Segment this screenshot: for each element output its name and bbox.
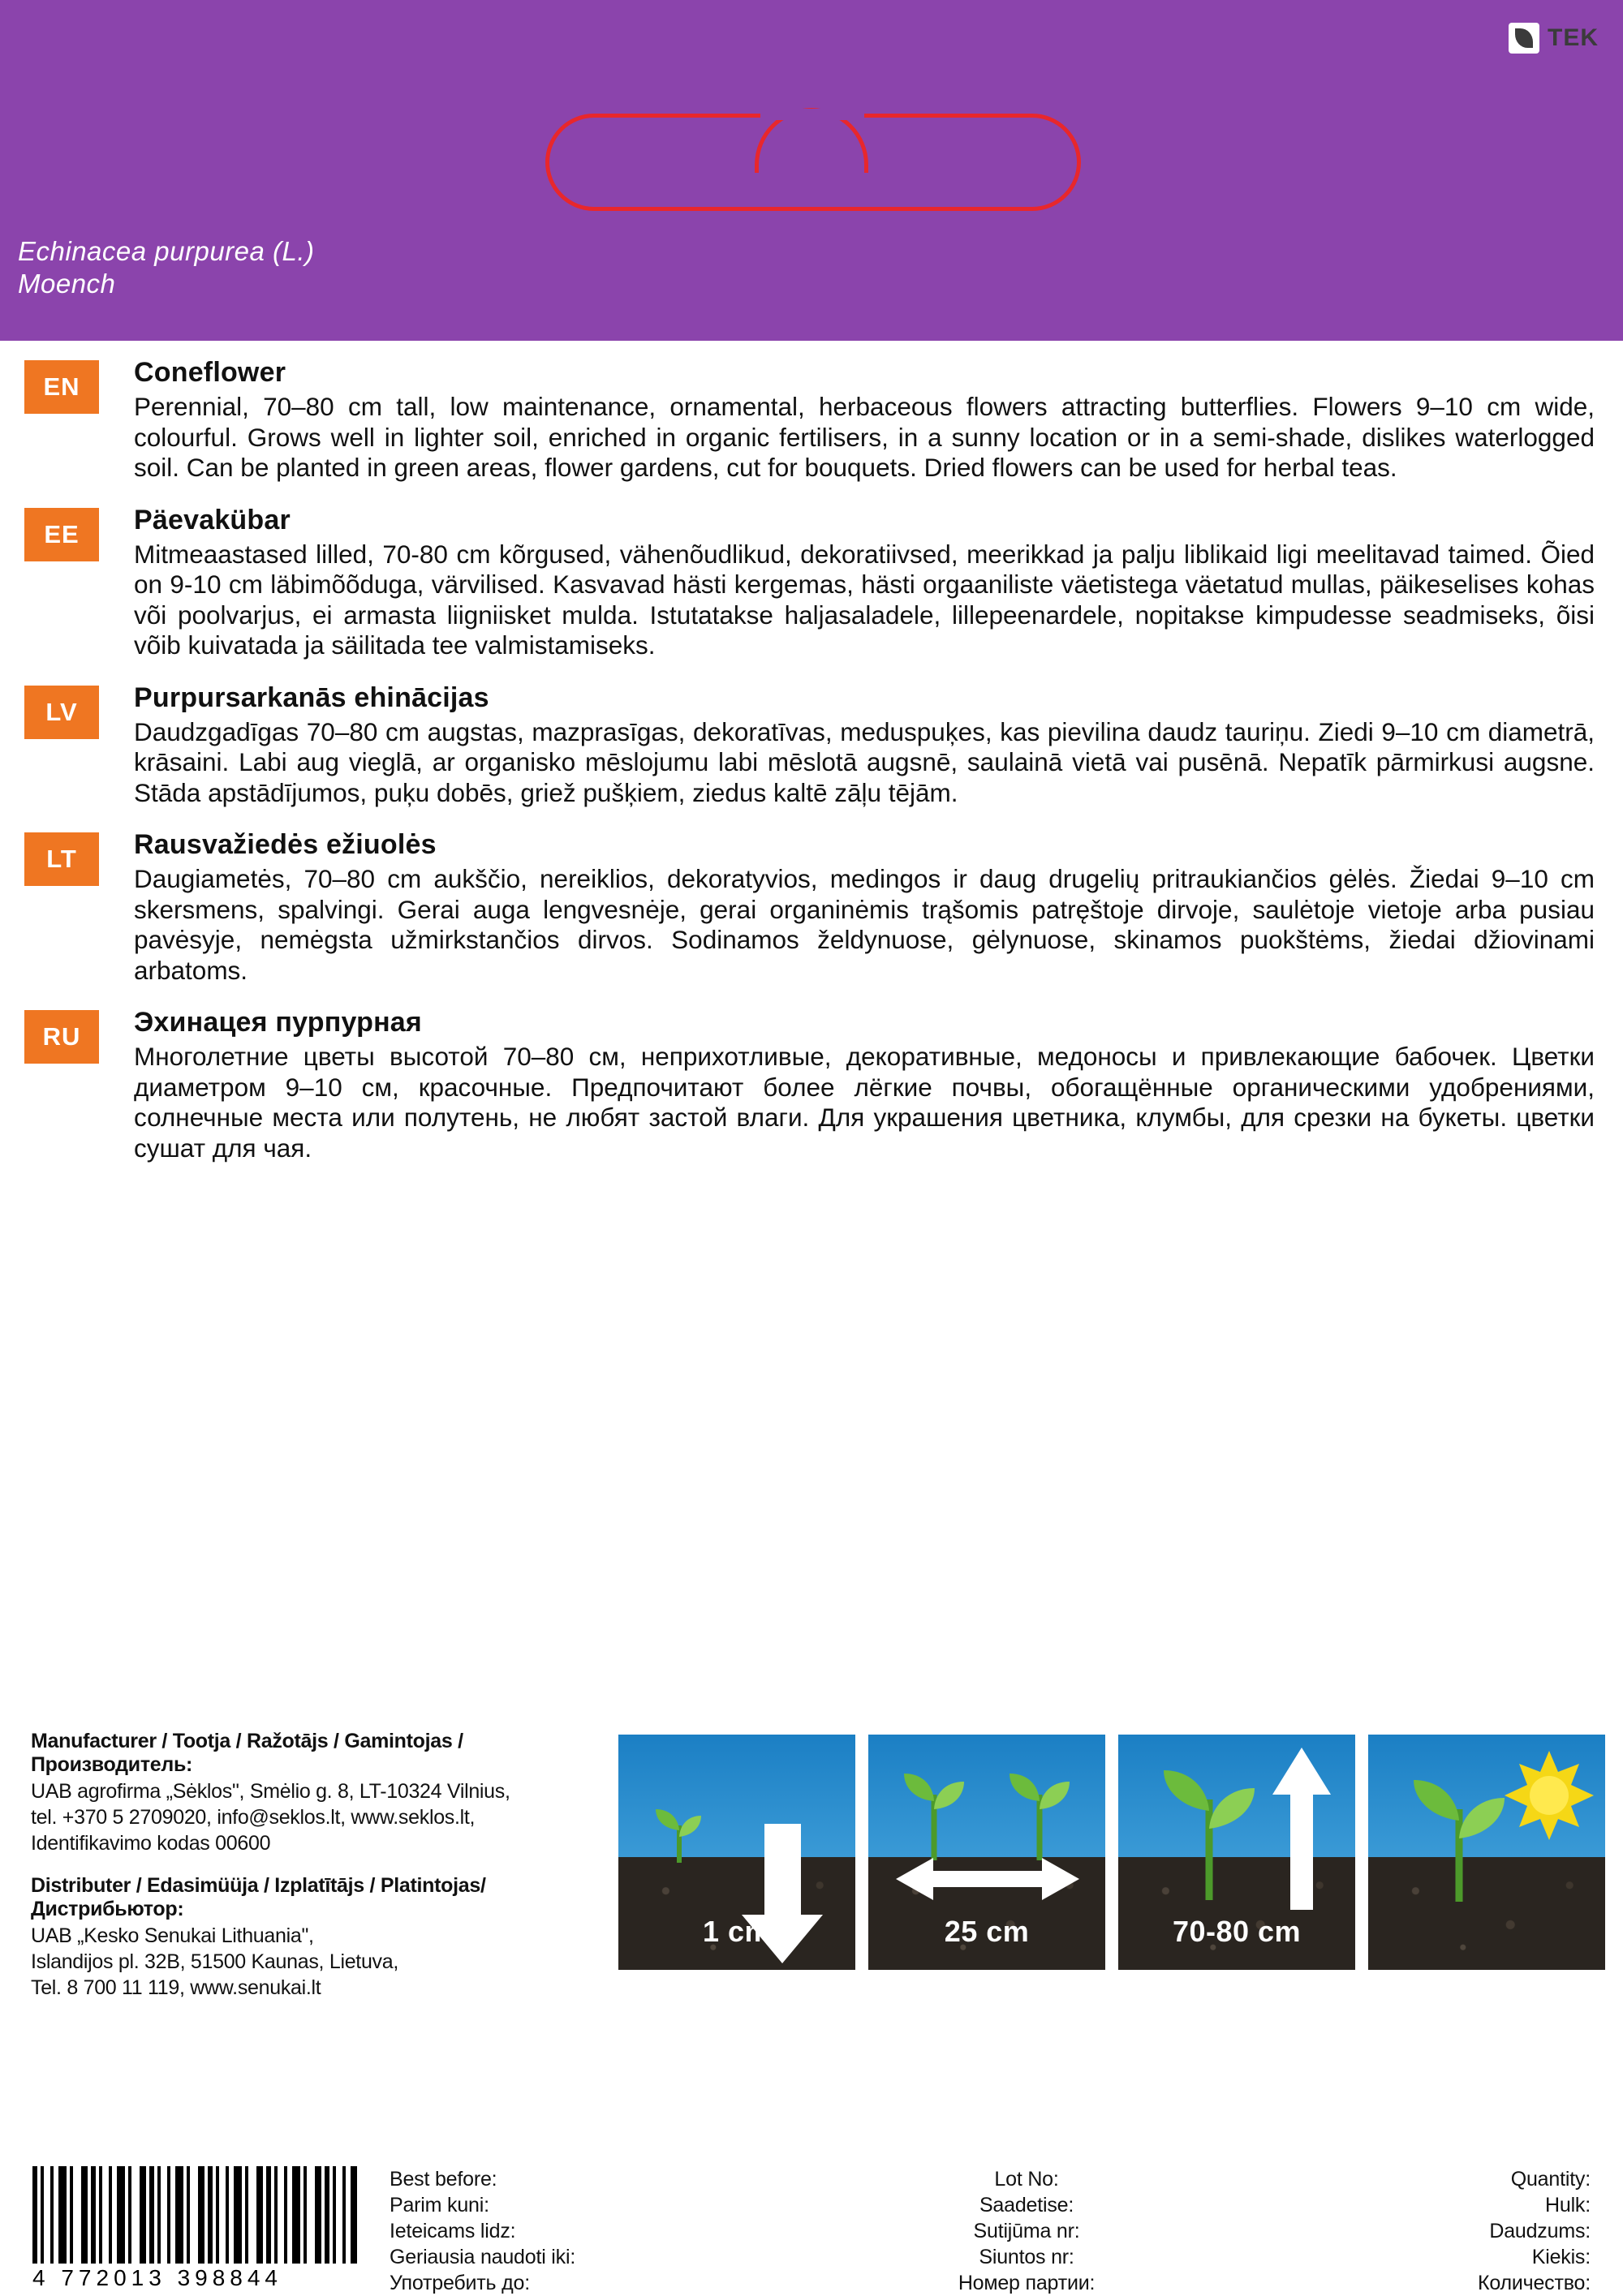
best-before-ee: Parim kuni:	[390, 2194, 489, 2216]
distributor-line-3: Tel. 8 700 11 119, www.senukai.lt	[31, 1976, 321, 1999]
best-before-lt: Geriausia naudoti iki:	[390, 2246, 576, 2268]
language-section-ru	[0, 1007, 1623, 1163]
seedling-icon	[1146, 1754, 1268, 1900]
distributor-line-1: UAB „Kesko Senukai Lithuania",	[31, 1924, 314, 1947]
manufacturer-heading: Manufacturer / Tootja / Ražotājs / Gamintojas /Производитель:	[31, 1730, 463, 1776]
brand-name: TEK	[1548, 24, 1599, 51]
common-name-en: Coneflower	[134, 357, 286, 388]
quantity-ru: Количество:	[1477, 2272, 1591, 2294]
distributor-heading: Distributer / Edasimüüja / Izplatītājs / Platintojas/ Дистрибьютор:	[31, 1874, 486, 1920]
language-tag-ee: EE	[24, 508, 99, 561]
lot-no-ru: Номер партии:	[958, 2272, 1096, 2294]
best-before-ru: Употребить до:	[390, 2272, 530, 2294]
description-en: Perennial, 70–80 cm tall, low maintenance, ornamental, herbaceous flowers attracting butterflies. Flowers 9–10 cm wide, colourful. Grows well in lighter soil, enriched in organic fertilisers, in a sunny location or in a semi-shade, dislikes waterlogged soil. Can be planted in green areas, flower gardens, cut for bouquets. Dried flowers can be used for herbal teas.	[134, 392, 1595, 482]
plant-height-label: 70-80 cm	[1172, 1915, 1302, 1948]
pictogram-plant-height	[1118, 1735, 1355, 1970]
common-name-lv: Purpursarkanās ehinācijas	[134, 681, 489, 713]
decorative-red-bump-mask	[760, 109, 864, 120]
seedling-icon	[1396, 1764, 1518, 1902]
lot-no-column	[958, 2166, 1095, 2296]
language-tag-en: EN	[24, 360, 99, 414]
latin-name-line-2: Moench	[18, 269, 116, 299]
spacing-label: 25 cm	[944, 1915, 1030, 1948]
seedling-icon	[643, 1798, 716, 1863]
best-before-column	[390, 2166, 575, 2296]
language-section-lv	[0, 682, 1623, 809]
lot-no-lv: Sutijūma nr:	[973, 2220, 1080, 2242]
manufacturer-line-1: UAB agrofirma „Sėklos", Smėlio g. 8, LT-10324 Vilnius,	[31, 1780, 510, 1803]
language-tag-ru: RU	[24, 1010, 99, 1064]
language-tag-lv: LV	[24, 686, 99, 739]
pictogram-sunlight	[1368, 1735, 1605, 1970]
barcode-digits: 4 772013 398844	[32, 2265, 282, 2290]
quantity-en: Quantity:	[1510, 2168, 1591, 2191]
barcode	[32, 2166, 373, 2291]
distributor-line-2: Islandijos pl. 32B, 51500 Kaunas, Lietuva,	[31, 1950, 399, 1973]
description-lt: Daugiametės, 70–80 cm aukščio, nereiklios, dekoratyvios, medingos ir daug drugelių pritraukiančios gėlės. Žiedai 9–10 cm skersmens, spalvingi. Gerai auga lengvesnėje, gerai organinėmis trąšomis patręštoje dirvoje, saulėtoje vietoje arba pusiau pavėsyje, nemėgsta užmirkstančios dirvos. Sodinamos želdynuose, gėlynuose, skinamos puokštėms, žiedai džiovinami arbatoms.	[134, 864, 1595, 985]
sun-icon	[1505, 1751, 1594, 1840]
quantity-lv: Daudzums:	[1489, 2220, 1591, 2242]
language-tag-lt: LT	[24, 832, 99, 886]
latin-species-name	[18, 235, 315, 300]
growing-instructions-pictograms	[618, 1735, 1605, 1970]
header-banner	[0, 0, 1623, 341]
barcode-bars	[32, 2166, 357, 2264]
description-sections	[0, 357, 1623, 1185]
brand-logo	[1509, 23, 1599, 54]
company-info	[31, 1730, 615, 2001]
latin-name-line-1: Echinacea purpurea (L.)	[18, 236, 315, 266]
lot-no-lt: Siuntos nr:	[979, 2246, 1074, 2268]
lot-no-ee: Saadetise:	[979, 2194, 1074, 2216]
description-ru: Многолетние цветы высотой 70–80 см, неприхотливые, декоративные, медоносы и привлекающие бабочек. Цветки диаметром 9–10 см, красочные. Предпочитают более лёгкие почвы, обогащённые органическими удобрениями, солнечные места или полутень, не любят застой влаги. Для украшения цветника, клумбы, для срезки на букеты. цветки сушат для чая.	[134, 1042, 1595, 1163]
horizontal-arrow-icon	[896, 1856, 1079, 1902]
sowing-depth-label: 1 cm	[702, 1915, 772, 1948]
leaf-icon	[1509, 23, 1539, 54]
quantity-column	[1478, 2166, 1591, 2296]
up-arrow-icon	[1272, 1748, 1331, 1910]
common-name-lt: Rausvažiedės ežiuolės	[134, 829, 437, 860]
quantity-lt: Kiekis:	[1531, 2246, 1591, 2268]
lot-no-en: Lot No:	[994, 2168, 1059, 2191]
footer	[0, 1712, 1623, 2294]
manufacturer-line-2: tel. +370 5 2709020, info@seklos.lt, www.seklos.lt,	[31, 1806, 476, 1829]
manufacturer-line-3: Identifikavimo kodas 00600	[31, 1832, 271, 1855]
label-fields	[390, 2166, 1591, 2296]
best-before-lv: Ieteicams lidz:	[390, 2220, 516, 2242]
best-before-en: Best before:	[390, 2168, 497, 2191]
language-section-ee	[0, 505, 1623, 661]
language-section-lt	[0, 829, 1623, 986]
seedling-icon-left	[889, 1759, 979, 1860]
spacer	[31, 1856, 615, 1874]
common-name-ru: Эхинацея пурпурная	[134, 1007, 422, 1038]
pictogram-spacing	[868, 1735, 1105, 1970]
description-lv: Daudzgadīgas 70–80 cm augstas, mazprasīgas, dekoratīvas, meduspuķes, kas pievilina daudz tauriņu. Ziedi 9–10 cm diametrā, krāsaini. Labi aug vieglā, ar organisko mēslojumu labi mēslotā augsnē, saulainā vietā vai pusēnā. Nepatīk pārmirkusi augsne. Stāda apstādījumos, puķu dobēs, griež pušķiem, ziedus kaltē zāļu tējām.	[134, 716, 1595, 807]
seedling-icon-right	[995, 1759, 1084, 1860]
quantity-ee: Hulk:	[1545, 2194, 1591, 2216]
description-ee: Mitmeaastased lilled, 70-80 cm kõrgused, vähenõudlikud, dekoratiivsed, meerikkad ja palju liblikaid ligi meelitavad taimed. Õied on 9-10 cm läbimõõduga, värvilised. Kasvavad hästi kergemas, hästi orgaaniliste väetistega väetatud mullas, päikeselises kohas või poolvarjus, ei armasta liigniisket mulda. Istutatakse haljasaladele, lillepeenardele, nopitakse kimpudesse seadmiseks, õisi võib kuivatada ja säilitada tee valmistamiseks.	[134, 539, 1595, 660]
pictogram-sowing-depth	[618, 1735, 855, 1970]
language-section-en	[0, 357, 1623, 484]
common-name-ee: Päevakübar	[134, 504, 291, 535]
